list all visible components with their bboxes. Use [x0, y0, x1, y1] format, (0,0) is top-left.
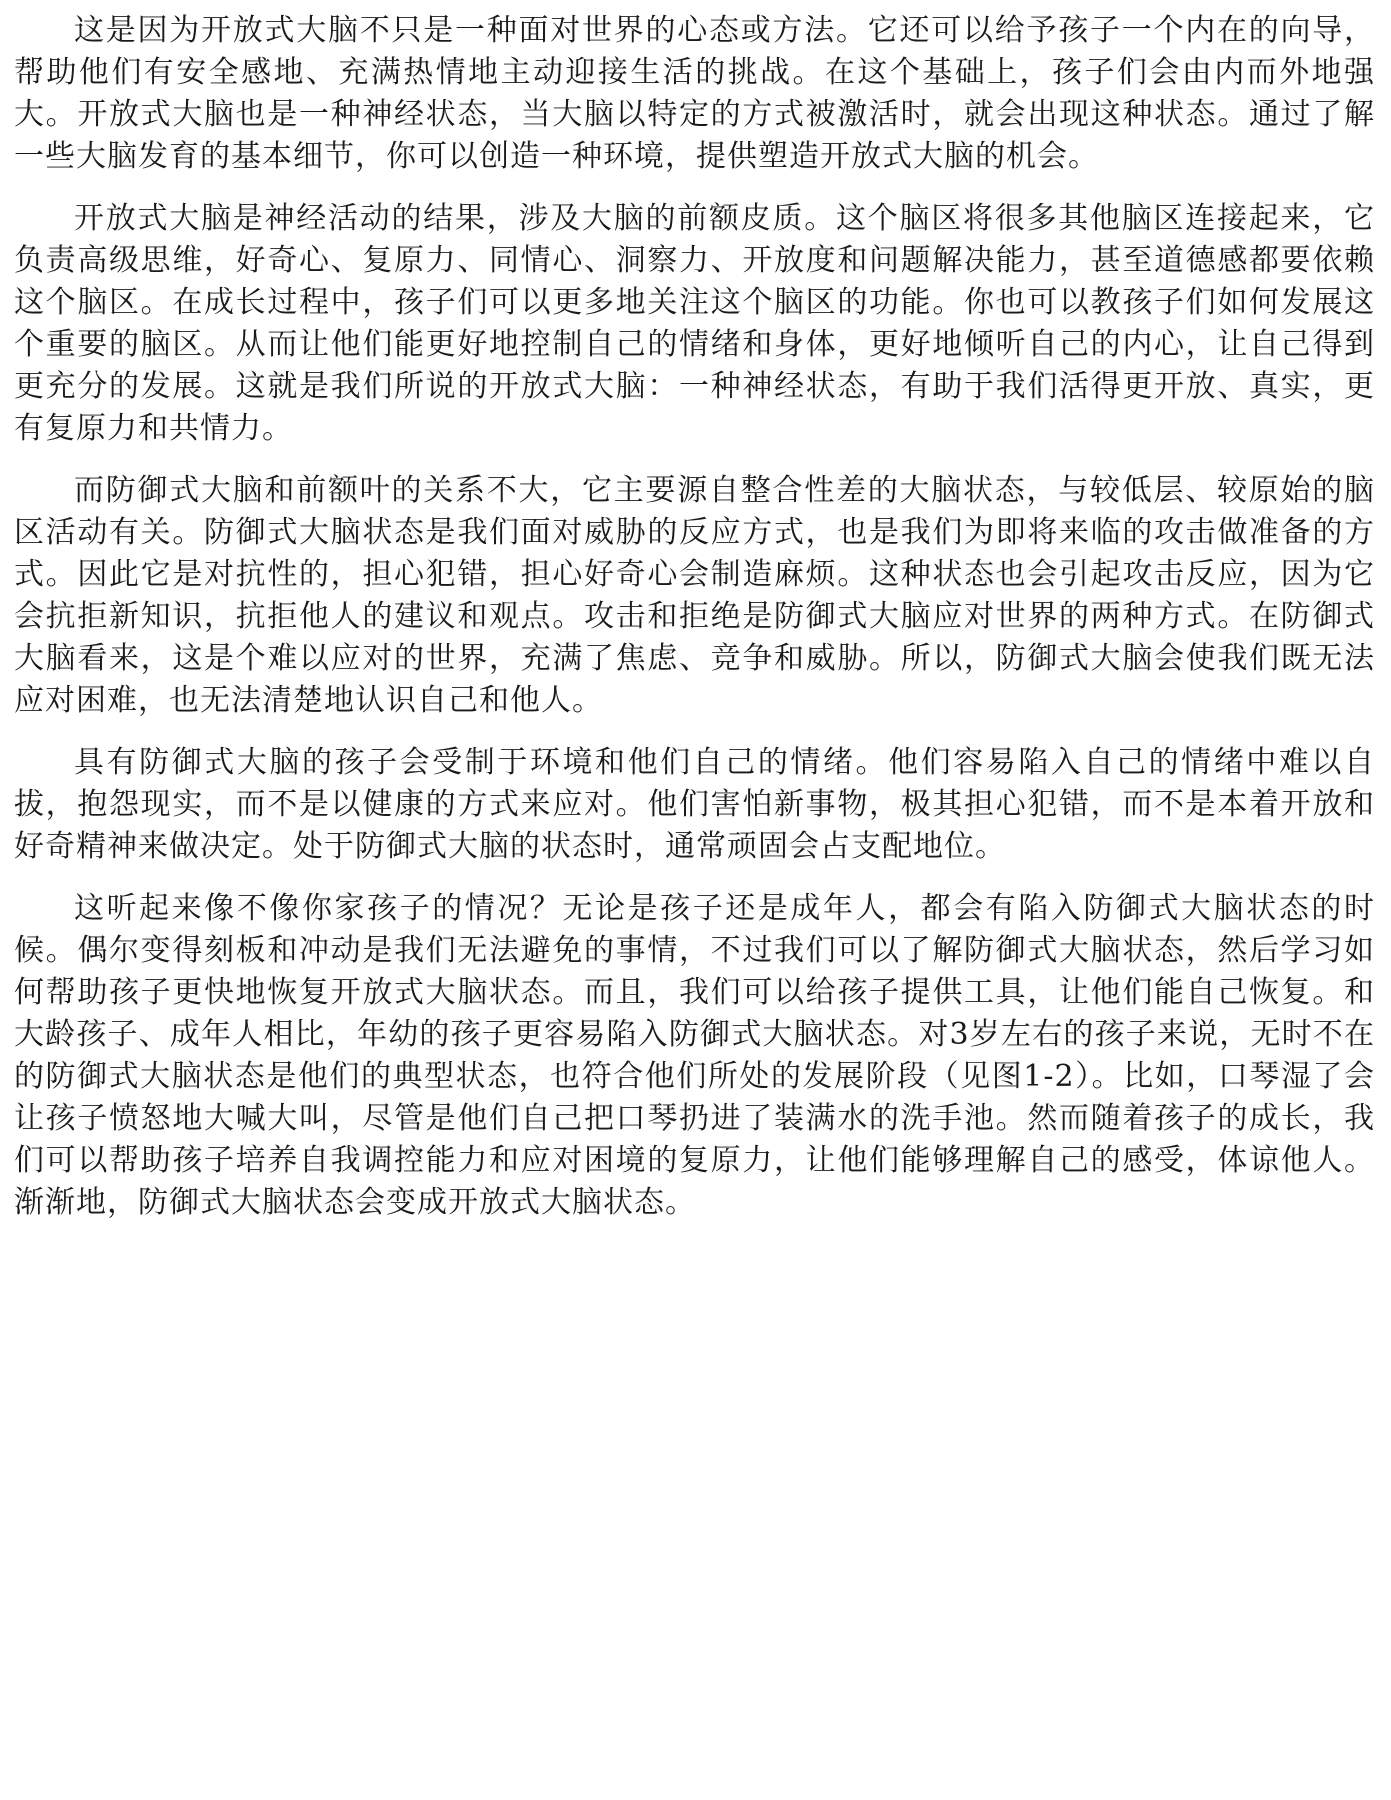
- paragraph-5: 这听起来像不像你家孩子的情况？无论是孩子还是成年人，都会有陷入防御式大脑状态的时候。偶尔变得刻板和冲动是我们无法避免的事情，不过我们可以了解防御式大脑状态，然后学习如何帮助孩子更快地恢复开放式大脑状态。而且，我们可以给孩子提供工具，让他们能自己恢复。和大龄孩子、成年人相比，年幼的孩子更容易陷入防御式大脑状态。对3岁左右的孩子来说，无时不在的防御式大脑状态是他们的典型状态，也符合他们所处的发展阶段（见图1-2）。比如，口琴湿了会让孩子愤怒地大喊大叫，尽管是他们自己把口琴扔进了装满水的洗手池。然而随着孩子的成长，我们可以帮助孩子培养自我调控能力和应对困境的复原力，让他们能够理解自己的感受，体谅他人。渐渐地，防御式大脑状态会变成开放式大脑状态。: [14, 891, 1375, 1220]
- paragraph-2: 开放式大脑是神经活动的结果，涉及大脑的前额皮质。这个脑区将很多其他脑区连接起来，它负责高级思维，好奇心、复原力、同情心、洞察力、开放度和问题解决能力，甚至道德感都要依赖这个脑区。在成长过程中，孩子们可以更多地关注这个脑区的功能。你也可以教孩子们如何发展这个重要的脑区。从而让他们能更好地控制自己的情绪和身体，更好地倾听自己的内心，让自己得到更充分的发展。这就是我们所说的开放式大脑：一种神经状态，有助于我们活得更开放、真实，更有复原力和共情力。: [14, 201, 1375, 446]
- document-page: [14, 10, 1375, 1224]
- paragraph-3: 而防御式大脑和前额叶的关系不大，它主要源自整合性差的大脑状态，与较低层、较原始的脑区活动有关。防御式大脑状态是我们面对威胁的反应方式，也是我们为即将来临的攻击做准备的方式。因此它是对抗性的，担心犯错，担心好奇心会制造麻烦。这种状态也会引起攻击反应，因为它会抗拒新知识，抗拒他人的建议和观点。攻击和拒绝是防御式大脑应对世界的两种方式。在防御式大脑看来，这是个难以应对的世界，充满了焦虑、竞争和威胁。所以，防御式大脑会使我们既无法应对困难，也无法清楚地认识自己和他人。: [14, 473, 1375, 718]
- paragraph-4: 具有防御式大脑的孩子会受制于环境和他们自己的情绪。他们容易陷入自己的情绪中难以自拔，抱怨现实，而不是以健康的方式来应对。他们害怕新事物，极其担心犯错，而不是本着开放和好奇精神来做决定。处于防御式大脑的状态时，通常顽固会占支配地位。: [14, 745, 1375, 864]
- paragraph-1: 这是因为开放式大脑不只是一种面对世界的心态或方法。它还可以给予孩子一个内在的向导，帮助他们有安全感地、充满热情地主动迎接生活的挑战。在这个基础上，孩子们会由内而外地强大。开放式大脑也是一种神经状态，当大脑以特定的方式被激活时，就会出现这种状态。通过了解一些大脑发育的基本细节，你可以创造一种环境，提供塑造开放式大脑的机会。: [14, 13, 1375, 174]
